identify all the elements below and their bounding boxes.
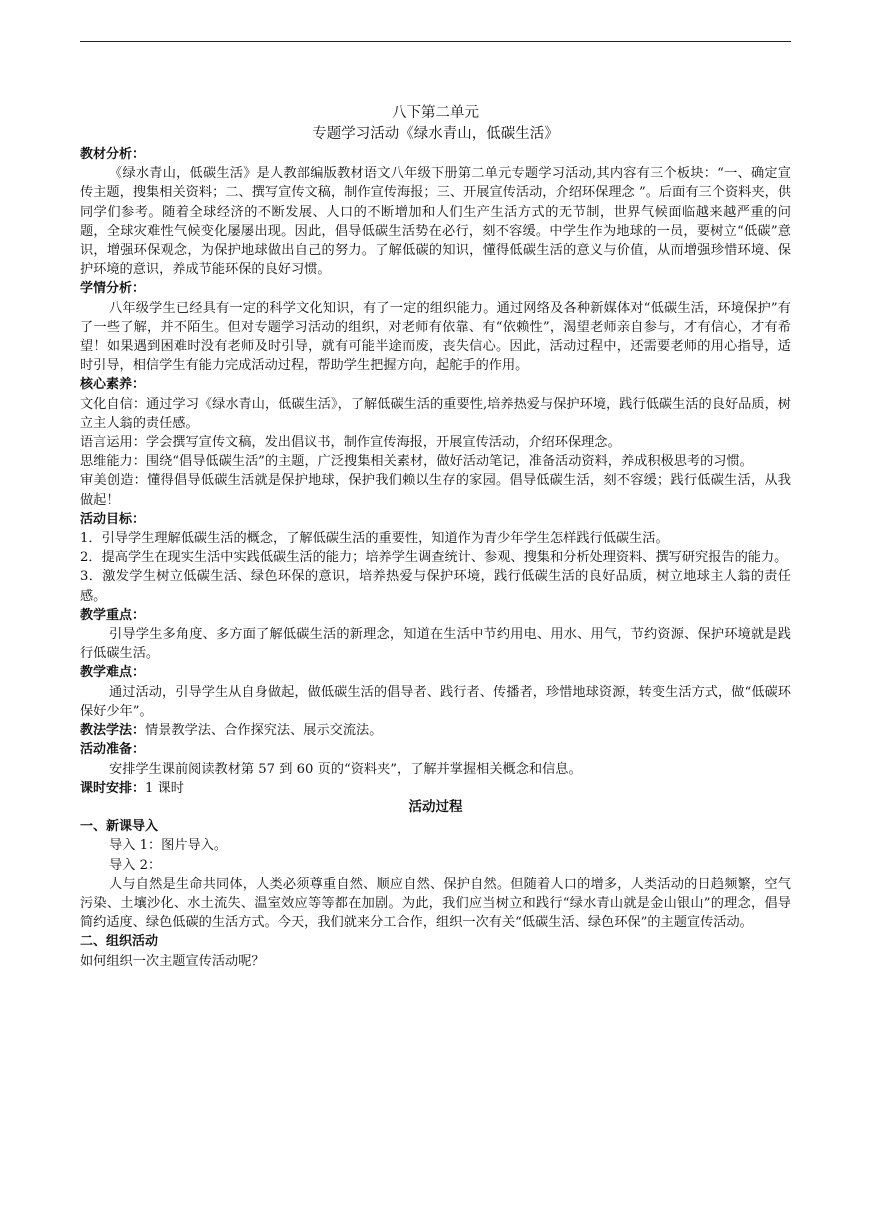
activity-process-title: 活动过程 bbox=[408, 798, 463, 815]
textbook-analysis-text: 《绿水青山，低碳生活》是人教部编版教材语文八年级下册第二单元专题学习活动,其内容有三个板块：“一、确定宣传主题，搜集相关资料；二、撰写宣传文稿，制作宣传海报；三、开展宣传活动，介绍环保理念 ”。后面有三个资料夹，供同学们参考。随着全球经济的不断发展、人口的不断增加和人们生产生活方式的无节制，世界气候面临越来越严重的问题，全球灾难性气候变化屡屡出现。因此，倡导低碳生活势在必行，刻不容缓。中学生作为地球的一员，要树立“低碳”意识，增强环保观念，为保护地球做出自己的努力。了解低碳的知识，懂得低碳生活的意义与价值，从而增强珍惜环境、保护环境的意识，养成节能环保的良好习惯。 bbox=[80, 166, 791, 278]
activity-goal-3: 3．激发学生树立低碳生活、绿色环保的意识，培养热爱与保护环境，践行低碳生活的良好品质，树立地球主人翁的责任感。 bbox=[80, 569, 791, 604]
lesson-title: 专题学习活动《绿水青山，低碳生活》 bbox=[312, 126, 559, 142]
activity-goal-1: 1．引导学生理解低碳生活的概念，了解低碳生活的重要性，知道作为青少年学生怎样践行低碳生活。 bbox=[80, 531, 669, 547]
teaching-methods-line bbox=[80, 721, 791, 740]
key-points-text: 引导学生多角度、多方面了解低碳生活的新理念，知道在生活中节约用电、用水、用气，节约资源、保护环境就是践行低碳生活。 bbox=[80, 627, 791, 662]
activity-goal-2: 2．提高学生在现实生活中实践低碳生活的能力；培养学生调查统计、参观、搜集和分析处理资料、撰写研究报告的能力。 bbox=[80, 550, 788, 566]
teaching-methods-text: 情景教学法、合作探究法、展示交流法。 bbox=[145, 723, 383, 739]
part2-text: 如何组织一次主题宣传活动呢？ bbox=[80, 953, 265, 969]
textbook-analysis-heading: 教材分析： bbox=[80, 147, 146, 162]
core-literacy-language: 语言运用：学会撰写宣传文稿，发出倡议书，制作宣传海报，开展宣传活动，介绍环保理念。 bbox=[80, 435, 621, 451]
intro-2: 导入 2： bbox=[109, 857, 162, 873]
core-literacy-culture: 文化自信：通过学习《绿水青山，低碳生活》，了解低碳生活的重要性,培养热爱与保护环境，践行低碳生活的良好品质，树立主人翁的责任感。 bbox=[80, 396, 791, 431]
part1-heading: 一、新课导入 bbox=[80, 819, 159, 835]
document-body bbox=[80, 103, 791, 971]
student-analysis-heading: 学情分析： bbox=[80, 281, 146, 297]
core-literacy-aesthetic: 审美创造：懂得倡导低碳生活就是保护地球，保护我们赖以生存的家园。倡导低碳生活，刻不容缓；践行低碳生活，从我做起！ bbox=[80, 473, 791, 508]
unit-title: 八下第二单元 bbox=[392, 105, 479, 121]
preparation-text: 安排学生课前阅读教材第 57 到 60 页的“资料夹”，了解并掌握相关概念和信息。 bbox=[109, 761, 582, 777]
intro-body: 人与自然是生命共同体，人类必须尊重自然、顺应自然、保护自然。但随着人口的增多，人类活动的日趋频繁，空气污染、土壤沙化、水土流失、温室效应等等都在加剧。为此，我们应当树立和践行“绿水青山就是金山银山”的理念，倡导简约适度、绿色低碳的生活方式。今天，我们就来分工合作，组织一次有关“低碳生活、绿色环保”的主题宣传活动。 bbox=[80, 876, 791, 931]
intro-1: 导入 1：图片导入。 bbox=[109, 838, 228, 854]
teaching-methods-heading: 教法学法： bbox=[80, 723, 146, 739]
schedule-heading: 课时安排： bbox=[80, 780, 146, 796]
student-analysis-text: 八年级学生已经具有一定的科学文化知识，有了一定的组织能力。通过网络及各种新媒体对“低碳生活，环境保护”有了一些了解，并不陌生。但对专题学习活动的组织，对老师有依靠、有“依赖性”，渴望老师亲自参与，才有信心，才有希望！如果遇到困难时没有老师及时引导，就有可能半途而废，丧失信心。因此，活动过程中，还需要老师的用心指导，适时引导，相信学生有能力完成活动过程，帮助学生把握方向，起舵手的作用。 bbox=[80, 300, 791, 374]
difficulties-heading: 教学难点： bbox=[80, 665, 146, 681]
preparation-heading: 活动准备： bbox=[80, 742, 146, 758]
schedule-line bbox=[80, 779, 791, 798]
difficulties-text: 通过活动，引导学生从自身做起，做低碳生活的倡导者、践行者、传播者，珍惜地球资源，转变生活方式，做“低碳环保好少年”。 bbox=[80, 684, 791, 719]
part2-heading: 二、组织活动 bbox=[80, 934, 159, 950]
header-rule bbox=[80, 41, 791, 42]
core-literacy-thinking: 思维能力：围绕“倡导低碳生活”的主题，广泛搜集相关素材，做好活动笔记，准备活动资料，养成积极思考的习惯。 bbox=[80, 454, 753, 470]
schedule-text: 1 课时 bbox=[145, 780, 184, 796]
activity-goals-heading: 活动目标： bbox=[80, 511, 146, 527]
key-points-heading: 教学重点： bbox=[80, 607, 146, 623]
core-literacy-heading: 核心素养： bbox=[80, 377, 146, 393]
